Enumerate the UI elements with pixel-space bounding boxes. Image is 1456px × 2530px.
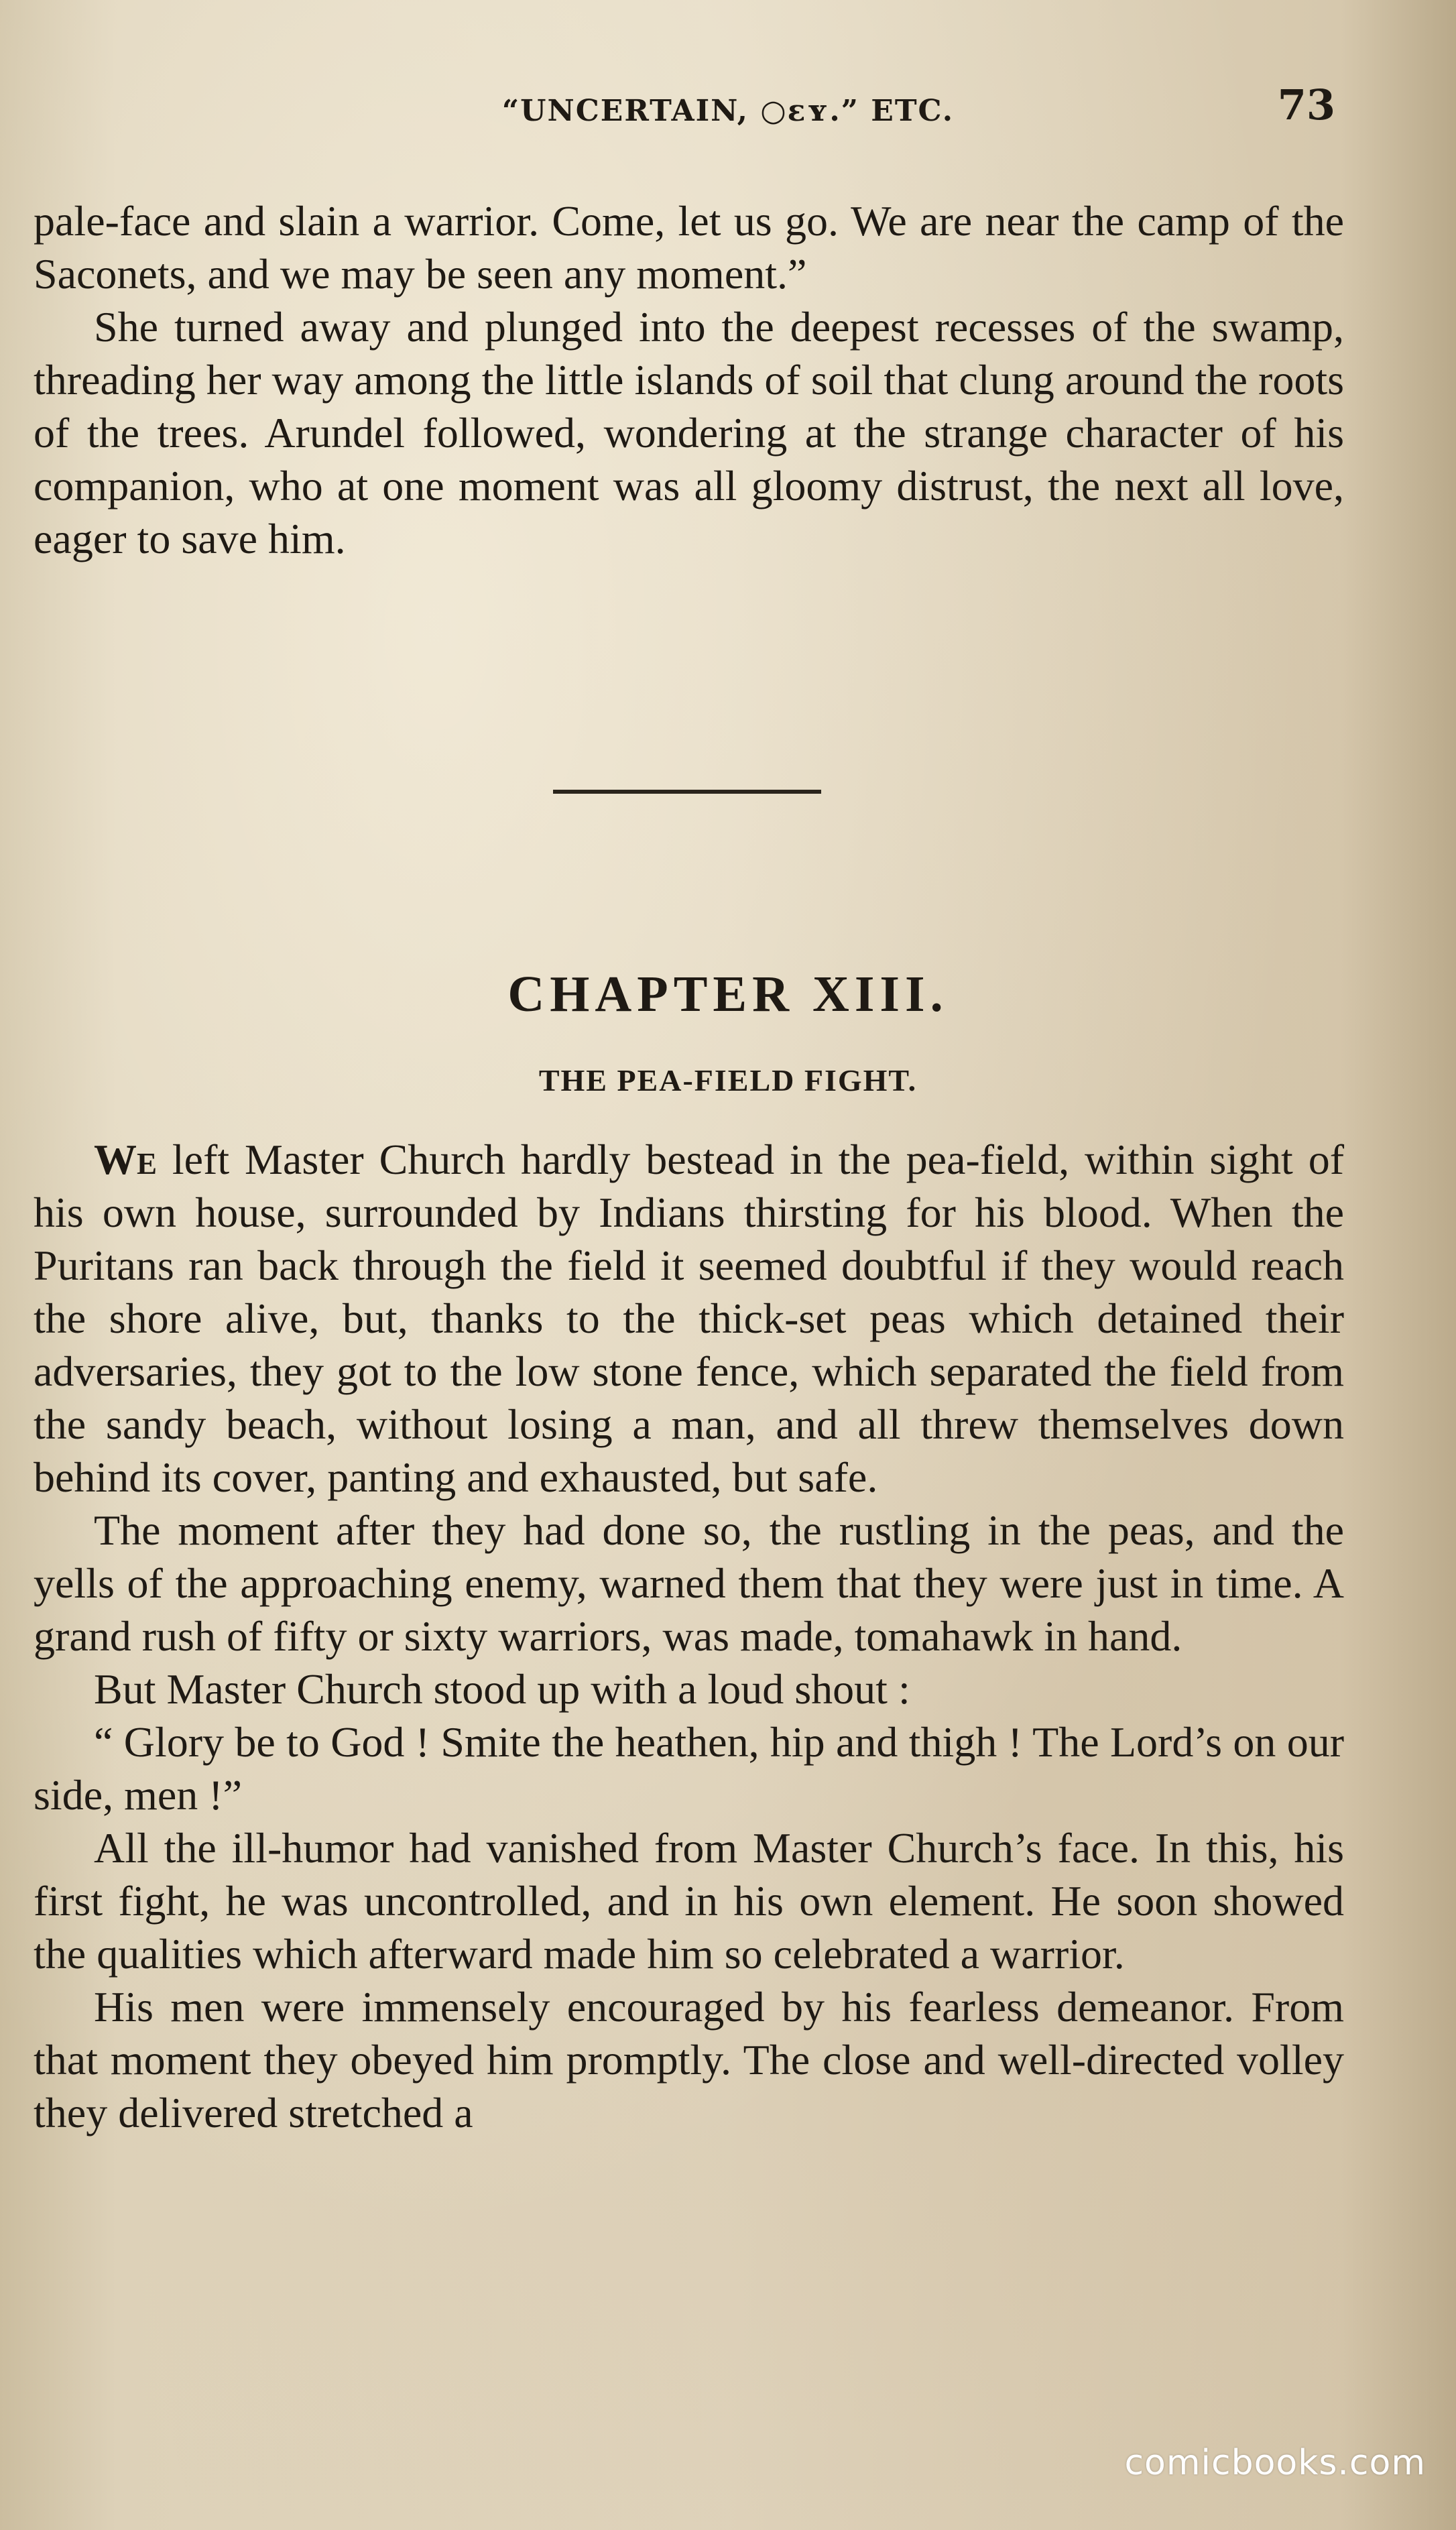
chapter-paragraph-3: But Master Church stood up with a loud shout : [94,1665,910,1713]
chapter-first-word: We [94,1136,158,1183]
chapter-subtitle: THE PEA-FIELD FIGHT. [538,1063,918,1097]
chapter-paragraph-4: “ Glory be to God ! Smite the heathen, hip and thigh ! The Lord’s on our side, men !” [34,1718,1344,1819]
chapter-paragraph-1-text: left Master Church hardly bestead in the pea-field, within sight of his own house, surrounded by Indians thirsting for his blood. When the Puritans ran back through the field it seemed doubtful if they would reach the shore alive, but, thanks to the thick-set peas which detained their adversaries, they got to the low stone fence, which separated the field from the sandy beach, without losing a man, and all threw themselves down behind its cover, panting and exhausted, but safe. [34,1136,1344,1501]
page-number: 73 [1277,80,1335,129]
chapter-paragraph-6: His men were immensely encouraged by his fearless demeanor. From that moment they obeyed him promptly. The close and well-directed volley they delivered stretched a [34,1983,1344,2136]
chapter-paragraph-1 [34,1133,1344,1504]
chapter-paragraph-5: All the ill-humor had vanished from Master Church’s face. In this, his first fight, he was uncontrolled, and in his own element. He soon showed the qualities which afterward made him so celebrated a warrior. [34,1824,1344,1978]
chapter-paragraph-2: The moment after they had done so, the rustling in the peas, and the yells of the approaching enemy, warned them that they were just in time. A grand rush of fifty or sixty warriors, was made, tomahawk in hand. [34,1506,1344,1660]
chapter-title: CHAPTER XIII. [507,966,949,1022]
paragraph-2: She turned away and plunged into the deepest recesses of the swamp, threading her way among the little islands of soil that clung around the roots of the trees. Arundel followed, wondering at the strange character of his companion, who at one moment was all gloomy distrust, the next all love, eager to save him. [34,303,1344,562]
running-head: “UNCERTAIN, ○ɛʏ.” ETC. [501,94,955,128]
paragraph-1: pale-face and slain a warrior. Come, let us go. We are near the camp of the Saconets, and we may be seen any moment.” [34,197,1344,298]
top-text-block [34,194,1344,565]
chapter-text-block [34,1133,1344,2139]
watermark: comicbooks.com [1124,2443,1426,2483]
section-divider [553,790,821,794]
